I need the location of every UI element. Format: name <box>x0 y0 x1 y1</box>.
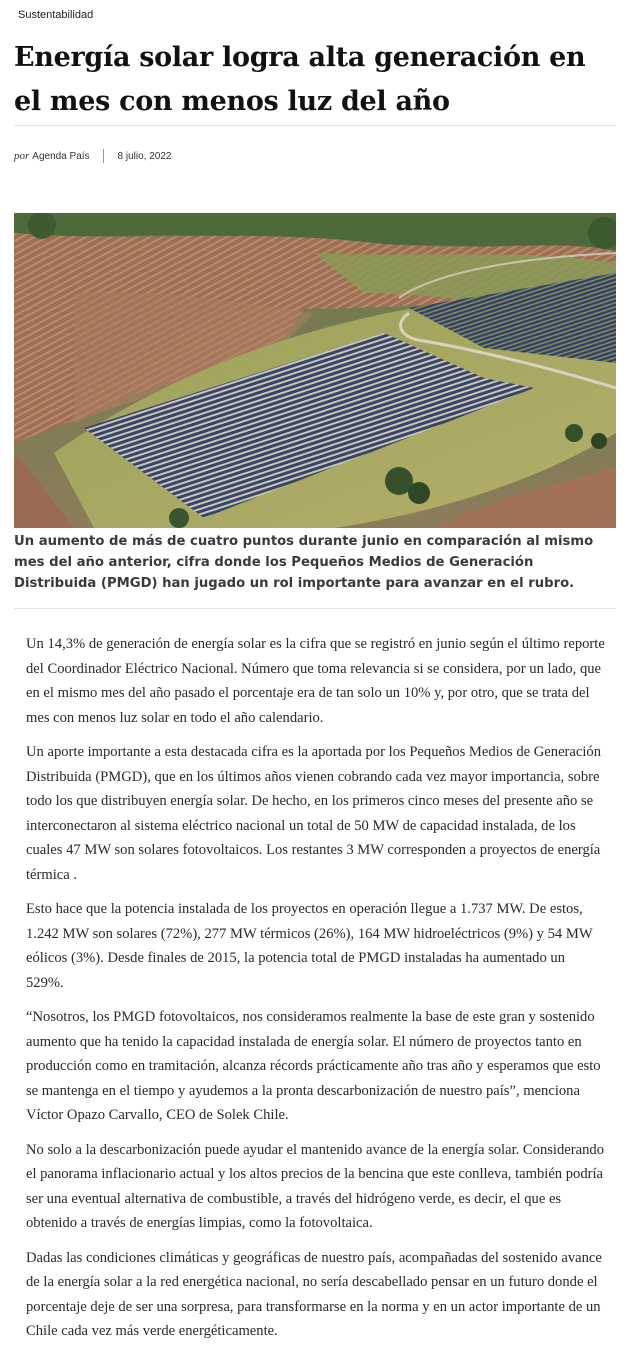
category-label[interactable]: Sustentabilidad <box>18 9 94 21</box>
divider <box>14 608 616 609</box>
hero-image <box>14 213 616 528</box>
article-lede: Un aumento de más de cuatro puntos durante junio en comparación al mismo mes del año anterior, cifra donde los Pequeños Medios de Generación Distribuida (PMGD) han jugado un rol importante para avanzar en el rubro. <box>14 534 594 591</box>
article-body <box>26 632 606 1354</box>
paragraph: No solo a la descarbonización puede ayudar el mantenido avance de la energía solar. Considerando el panorama inflacionario actual y los altos precios de la bencina que este conlleva, también podría ser una eventual alternativa de combustible, a través del hidrógeno verde, es decir, el que es obtenido a través de energías limpias, como la fotovoltaica. <box>26 1141 604 1231</box>
byline-author[interactable]: Agenda País <box>32 150 90 162</box>
byline-date: 8 julio, 2022 <box>117 150 172 162</box>
solar-farm-photo-icon <box>14 213 616 528</box>
paragraph: Dadas las condiciones climáticas y geográficas de nuestro país, acompañadas del sostenido avance de la energía solar a la red energética nacional, no sería descabellado pensar en un futuro donde el porcentaje deje de ser una sorpresa, para transformarse en la norma y en un actor importante de un Chile cada vez más verde energéticamente. <box>26 1249 602 1339</box>
paragraph: Un 14,3% de generación de energía solar es la cifra que se registró en junio según el último reporte del Coordinador Eléctrico Nacional. Número que toma relevancia si se considera, por un lado, que en el mismo mes del año pasado el porcentaje era de tan solo un 10% y, por otro, que se trata del mes con menos luz solar en todo el año calendario. <box>26 636 605 726</box>
byline-prefix: por <box>14 150 30 162</box>
byline <box>14 149 171 163</box>
divider <box>14 125 616 126</box>
paragraph: Esto hace que la potencia instalada de los proyectos en operación llegue a 1.737 MW. De estos, 1.242 MW son solares (72%), 277 MW térmicos (26%), 164 MW hidroeléctricos (9%) y 54 MW eólicos (3%). Desde finales de 2015, la potencia total de PMGD instaladas ha aumentado un 529%. <box>26 901 593 991</box>
paragraph: “Nosotros, los PMGD fotovoltaicos, nos consideramos realmente la base de este gran y sostenido aumento que ha tenido la capacidad instalada de energía solar. El número de proyectos tanto en producción como en tramitación, alcanza récords prácticamente año tras año y esperamos que esto se mantenga en el tiempo y ayudemos a la pronta descarbonización de nuestro país”, menciona Víctor Opazo Carvallo, CEO de Solek Chile. <box>26 1009 601 1123</box>
paragraph: Un aporte importante a esta destacada cifra es la aportada por los Pequeños Medios de Generación Distribuida (PMGD), que en los últimos años vienen cobrando cada vez mayor importancia, sobre todo los que distribuyen energía solar. De hecho, en los primeros cinco meses del presente año se interconectaron al sistema eléctrico nacional un total de 50 MW de capacidad instalada, de los cuales 47 MW son solares fotovoltaicos. Los restantes 3 MW corresponden a proyectos de energía térmica . <box>26 744 602 883</box>
byline-separator <box>103 149 104 163</box>
article-headline: Energía solar logra alta generación en el mes con menos luz del año <box>14 42 586 117</box>
